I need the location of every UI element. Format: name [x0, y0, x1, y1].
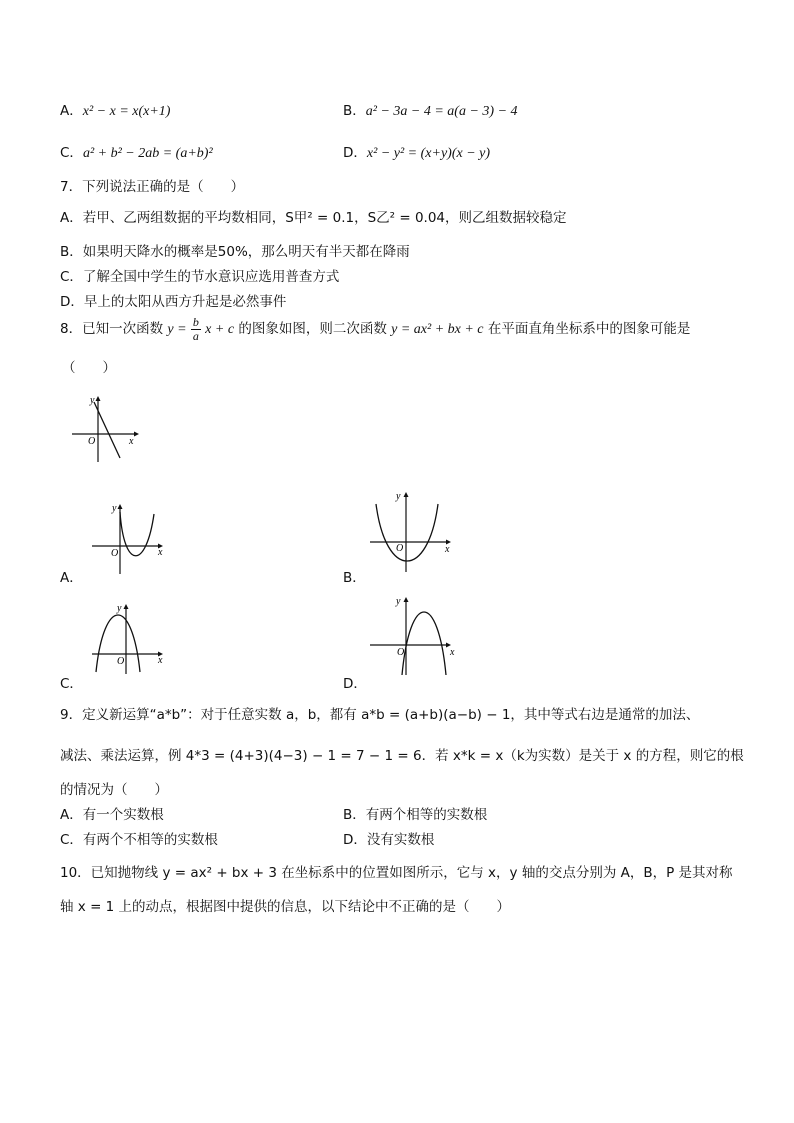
q6-option-d-expr: x² − y² = (x+y)(x − y) — [366, 146, 491, 161]
q8-option-a-graph — [88, 502, 170, 576]
q9-line-3: 的情况为（ ） — [60, 782, 168, 798]
svg-text:x: x — [445, 544, 450, 555]
q8-option-d-graph — [366, 593, 458, 677]
q8-fraction: $\frac{b}{a}$ — [192, 315, 199, 343]
q6-option-c: C．a² + b² − 2ab = (a+b)² — [60, 145, 213, 161]
q7-option-c: C．了解全国中学生的节水意识应选用普查方式 — [60, 269, 340, 285]
svg-text:O: O — [88, 436, 96, 447]
q9-option-c: C．有两个不相等的实数根 — [60, 832, 218, 848]
q6-option-d: D．x² − y² = (x+y)(x − y) — [343, 145, 491, 161]
q10-line-1: 10．已知抛物线 y = ax² + bx + 3 在坐标系中的位置如图所示，它与 x，y 轴的交点分别为 A，B，P 是其对称 — [60, 865, 733, 881]
q6-option-b-expr: a² − 3a − 4 = a(a − 3) − 4 — [365, 104, 518, 119]
svg-text:x: x — [129, 436, 134, 447]
svg-text:O: O — [111, 548, 119, 559]
svg-text:O: O — [396, 543, 404, 554]
q6-option-b: B．a² − 3a − 4 = a(a − 3) − 4 — [343, 103, 518, 119]
q9-line-1: 9．定义新运算“a*b”：对于任意实数 a，b，都有 a*b = (a+b)(a−b) − 1，其中等式右边是通常的加法、 — [60, 707, 700, 723]
q7-option-a: A．若甲、乙两组数据的平均数相同，S甲² = 0.1，S乙² = 0.04，则乙组数据较稳定 — [60, 210, 567, 226]
q7-option-d: D．早上的太阳从西方升起是必然事件 — [60, 294, 287, 310]
q8-stem-paren: （ ） — [62, 360, 116, 376]
q8-option-c-graph — [88, 600, 170, 676]
svg-text:y: y — [90, 395, 95, 406]
svg-text:x: x — [158, 547, 163, 558]
q9-option-b: B．有两个相等的实数根 — [343, 807, 488, 823]
q7-stem: 7．下列说法正确的是（ ） — [60, 179, 245, 195]
q10-line-2: 轴 x = 1 上的动点，根据图中提供的信息，以下结论中不正确的是（ ） — [60, 899, 511, 915]
q8-option-d-label: D． — [343, 676, 367, 692]
svg-text:y: y — [117, 603, 122, 614]
svg-text:y: y — [396, 596, 401, 607]
q8-option-b-graph — [366, 488, 458, 574]
q8-stem: 8．已知一次函数 y = $\frac{b}{a}$ x + c 的图象如图，则二次函数 y = ax² + bx + c 在平面直角坐标系中的图象可能是 — [60, 315, 691, 343]
q7-option-b: B．如果明天降水的概率是50%，那么明天有半天都在降雨 — [60, 244, 410, 260]
q9-option-d: D．没有实数根 — [343, 832, 435, 848]
q6-option-c-expr: a² + b² − 2ab = (a+b)² — [82, 146, 213, 161]
q9-line-2: 减法、乘法运算，例 4*3 = (4+3)(4−3) − 1 = 7 − 1 = 6．若 x*k = x（k为实数）是关于 x 的方程，则它的根 — [60, 748, 744, 764]
q8-option-a-label: A． — [60, 570, 83, 586]
q8-option-b-label: B． — [343, 570, 366, 586]
svg-text:y: y — [396, 491, 401, 502]
q8-linear-graph — [68, 394, 140, 464]
svg-text:x: x — [450, 647, 455, 658]
svg-text:O: O — [397, 647, 405, 658]
q6-option-a: A．x² − x = x(x+1) — [60, 103, 171, 119]
q6-option-a-expr: x² − x = x(x+1) — [82, 104, 171, 119]
svg-text:x: x — [158, 655, 163, 666]
svg-text:O: O — [117, 656, 125, 667]
q9-option-a: A．有一个实数根 — [60, 807, 164, 823]
svg-text:y: y — [112, 503, 117, 514]
q8-option-c-label: C． — [60, 676, 83, 692]
